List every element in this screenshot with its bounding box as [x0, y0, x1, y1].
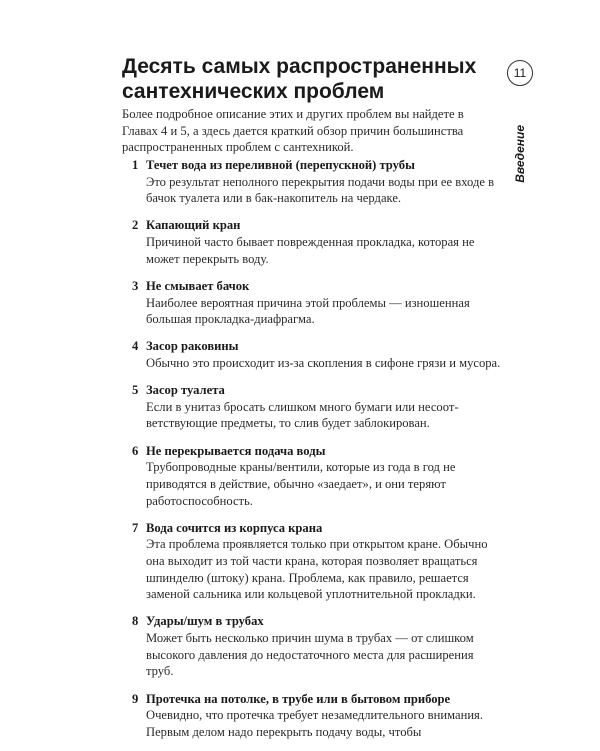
item-number: 1 — [132, 158, 139, 172]
item-number: 3 — [132, 278, 139, 293]
list-item — [122, 157, 502, 207]
item-title: Засор раковины — [146, 339, 239, 354]
item-title: Капающий кран — [146, 218, 241, 233]
item-text: Очевидно, что протечка требует незамедлительного внимания. Первым делом надо перекрыть подачу воды, чтобы — [146, 708, 483, 739]
page-number-badge: 11 — [507, 60, 533, 86]
item-text: Трубопроводные краны/вентили, которые из года в год не приводятся в действие, обычно «заедает», и они теряют работоспособность. — [146, 460, 456, 508]
item-number: 7 — [132, 520, 139, 535]
item-title: Не смывает бачок — [146, 278, 250, 293]
list-item — [122, 443, 502, 509]
item-text: Если в унитаз бросать слишком много бумаги или несоответствующие предметы, то слив будет заблокирован. — [146, 399, 459, 431]
item-text: Эта проблема проявляется только при открытом кране. Обычно она выходит из той части крана, которая позволяет вращаться шпинделю (штоку) крана. Проблема, как правило, решается заменой сальника или кольцевой уплотнительной прокладки. — [146, 537, 488, 602]
item-title: Течет вода из переливной (перепускной) трубы — [146, 158, 415, 172]
item-text: Причиной часто бывает поврежденная прокладка, которая не может перекрыть воду. — [146, 235, 475, 266]
item-number: 2 — [132, 218, 139, 233]
item-title: Не перекрывается подача воды — [146, 443, 326, 458]
list-item — [122, 338, 502, 371]
section-label: Введение — [513, 125, 527, 183]
item-text: Обычно это происходит из-за скопления в сифоне грязи и мусора. — [146, 356, 501, 370]
problem-list — [122, 157, 502, 751]
item-title: Засор туалета — [146, 383, 225, 398]
list-item — [122, 613, 502, 679]
item-title: Протечка на потолке, в трубе или в бытовом приборе — [146, 691, 451, 706]
page-title: Десять самых распространенных сантехнических проблем — [122, 55, 477, 103]
list-item — [122, 382, 502, 432]
intro-paragraph: Более подробное описание этих и других проблем вы найдете в Главах 4 и 5, а здесь дается краткий обзор причин большинства распространенных проблем с сантехникой. — [122, 107, 464, 154]
item-number: 8 — [132, 614, 139, 629]
item-number: 4 — [132, 339, 139, 354]
list-item — [122, 278, 502, 328]
item-number: 5 — [132, 383, 139, 398]
item-text: Может быть несколько причин шума в трубах — от слишком высокого давления до недостаточного места для расширения труб. — [146, 631, 474, 679]
item-number: 6 — [132, 443, 139, 458]
list-item — [122, 691, 502, 741]
item-title: Вода сочится из корпуса крана — [146, 520, 323, 535]
list-item — [122, 217, 502, 267]
item-title: Удары/шум в трубах — [146, 614, 264, 629]
item-text: Наиболее вероятная причина этой проблемы — изношенная большая прокладка-диафрагма. — [146, 295, 470, 327]
item-text: Это результат неполного перекрытия подачи воды при ее входе в бачок туалета или в бак-накопитель на чердаке. — [146, 174, 495, 206]
list-item — [122, 520, 502, 603]
item-number: 9 — [132, 691, 139, 706]
